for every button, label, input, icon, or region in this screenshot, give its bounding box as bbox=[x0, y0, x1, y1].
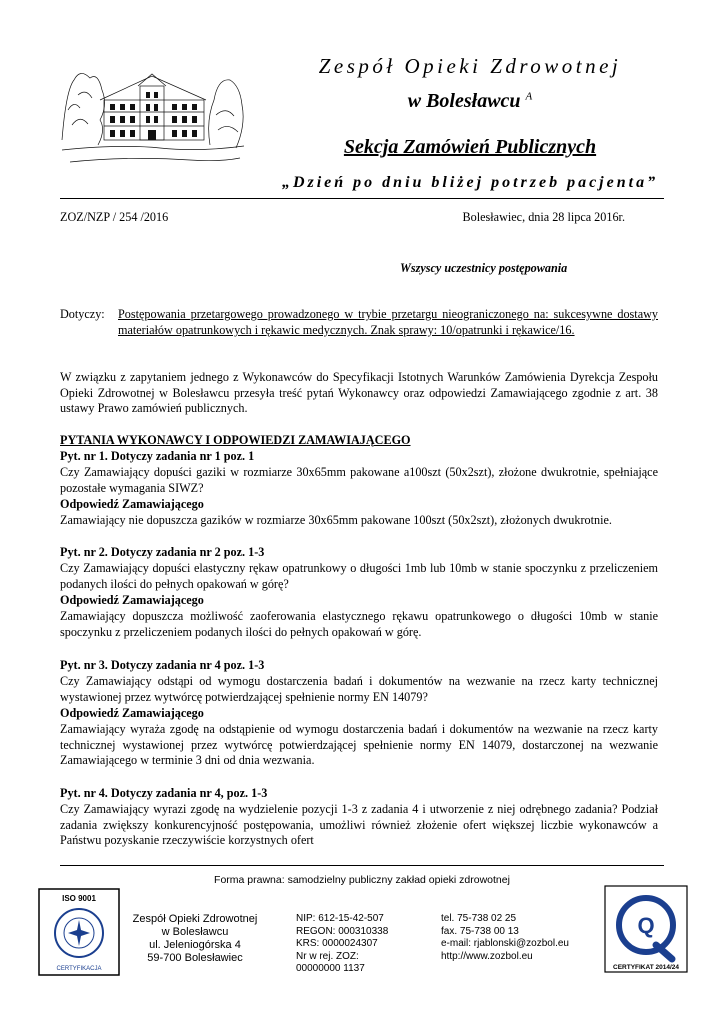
footer-org-postal: 59-700 Bolesławiec bbox=[147, 952, 243, 964]
question-2-heading: Pyt. nr 2. Dotyczy zadania nr 2 poz. 1-3 bbox=[60, 545, 265, 559]
question-4-text: Czy Zamawiający wyrazi zgodę na wydzielenie pozycji 1-3 z zadania 4 i utworzenie z niej odrębnego zadania? Podział zadania zwiększy konkurencyjność postępowania, umożliwi również złożenie ofert większej liczbie wykonawców a Państwu pozyskanie rzeczywiście korzystnych ofert bbox=[60, 802, 658, 848]
organization-city: w Bolesławcu $^A$ bbox=[407, 90, 533, 112]
answer-2-text: Zamawiający dopuszcza możliwość zaoferowania elastycznego rękawu opatrunkowego o długości 10mb w stanie spoczynku z przeliczeniem podanych ilości do pełnych opakowań w górę. bbox=[60, 609, 658, 639]
intro-paragraph: W związku z zapytaniem jednego z Wykonawców do Specyfikacji Istotnych Warunków Zamówienia Dyrekcja Zespołu Opieki Zdrowotnej w Bolesławcu przesyła treść pytań Wykonawcy oraz odpowiedzi Zamawiającego zgodnie z art. 38 ustawy Prawo zamówień publicznych. bbox=[60, 370, 658, 416]
legal-form: Forma prawna: samodzielny publiczny zakład opieki zdrowotnej bbox=[214, 874, 510, 886]
footer-org-street: ul. Jeleniogórska 4 bbox=[149, 939, 241, 951]
footer-website[interactable]: http://www.zozbol.eu bbox=[441, 950, 533, 962]
footer-contact-block bbox=[441, 913, 601, 963]
quality-certificate-badge bbox=[604, 885, 688, 973]
footer-regon: REGON: 000310338 bbox=[296, 925, 389, 937]
footer-org-block bbox=[120, 913, 270, 965]
footer-divider bbox=[60, 865, 664, 866]
answer-3-text: Zamawiający wyraża zgodę na odstąpienie od wymogu dostarczenia badań i dokumentów na wezwanie na rzecz karty technicznej wystawionej przez wytwórcę potwierdzającej spełnienie normy EN 14079, dostarczonej na wezwanie Zamawiającego w terminie 3 dni od dnia wezwania. bbox=[60, 722, 658, 768]
letter-date: Bolesławiec, dnia 28 lipca 2016r. bbox=[462, 210, 625, 224]
section-name: Sekcja Zamówień Publicznych bbox=[343, 136, 597, 158]
quality-badge-caption: CERTYFIKAT 2014/24 bbox=[613, 964, 679, 971]
footer-nip: NIP: 612-15-42-507 bbox=[296, 913, 384, 924]
question-4-heading: Pyt. nr 4. Dotyczy zadania nr 4, poz. 1-3 bbox=[60, 786, 268, 800]
iso-certification-badge bbox=[38, 888, 120, 976]
answer-3-label: Odpowiedź Zamawiającego bbox=[60, 706, 204, 720]
footer-rej-number: 00000000 1137 bbox=[296, 963, 365, 974]
answer-1-text: Zamawiający nie dopuszcza gazików w rozmiarze 30x65mm pakowane 100szt (50x2szt), złożonych dwukrotnie. bbox=[60, 513, 612, 527]
footer-tel: tel. 75-738 02 25 bbox=[441, 913, 517, 924]
question-2-text: Czy Zamawiający dopuści elastyczny rękaw opatrunkowy o długości 1mb lub 10mb w stanie spoczynku z przeliczeniem podanych ilości do pełnych opakowań w górę? bbox=[60, 561, 658, 591]
quality-badge-letter: Q bbox=[637, 913, 655, 938]
concern-label: Dotyczy: bbox=[60, 307, 105, 321]
section-heading: PYTANIA WYKONAWCY I ODPOWIEDZI ZAMAWIAJĄCEGO bbox=[60, 433, 411, 447]
answer-1-label: Odpowiedź Zamawiającego bbox=[60, 497, 204, 511]
iso-badge-bottom-label: CERTYFIKACJA bbox=[56, 966, 102, 972]
footer-org-name: Zespół Opieki Zdrowotnej bbox=[132, 913, 258, 925]
organization-name: Zespół Opieki Zdrowotnej bbox=[318, 54, 622, 78]
motto: „Dzień po dniu bliżej potrzeb pacjenta” bbox=[281, 174, 659, 191]
footer-krs: KRS: 0000024307 bbox=[296, 938, 378, 949]
iso-badge-top-label: ISO 9001 bbox=[62, 894, 96, 903]
footer-email[interactable]: e-mail: rjablonski@zozbol.eu bbox=[441, 938, 569, 949]
question-1-text: Czy Zamawiający dopuści gaziki w rozmiarze 30x65mm pakowane a100szt (50x2szt), złożone dwukrotnie, spełniające pozostałe wymagania SIWZ? bbox=[60, 465, 658, 495]
footer-org-city: w Bolesławcu bbox=[161, 926, 229, 938]
footer-ids-block bbox=[296, 913, 416, 976]
reference-number: ZOZ/NZP / 254 /2016 bbox=[60, 210, 169, 224]
recipient: Wszyscy uczestnicy postępowania bbox=[400, 261, 568, 275]
question-1-heading: Pyt. nr 1. Dotyczy zadania nr 1 poz. 1 bbox=[60, 449, 255, 463]
header-divider bbox=[60, 198, 664, 199]
question-3-heading: Pyt. nr 3. Dotyczy zadania nr 4 poz. 1-3 bbox=[60, 658, 265, 672]
organization-mark: A bbox=[525, 90, 533, 103]
hospital-building-illustration bbox=[60, 50, 246, 178]
concern-text: Postępowania przetargowego prowadzonego w trybie przetargu nieograniczonego na: sukcesywne dostawy materiałów opatrunkowych i rękawic medycznych. Znak sprawy: 10/opatrunki i rękawice/16. bbox=[118, 307, 658, 337]
answer-2-label: Odpowiedź Zamawiającego bbox=[60, 593, 204, 607]
footer-fax: fax. 75-738 00 13 bbox=[441, 925, 519, 937]
question-3-text: Czy Zamawiający odstąpi od wymogu dostarczenia badań i dokumentów na wezwanie na rzecz karty technicznej wystawionej przez wytwórcę potwierdzającej spełnienie normy EN 14079? bbox=[60, 674, 658, 704]
footer-rej-label: Nr w rej. ZOZ: bbox=[296, 950, 359, 962]
